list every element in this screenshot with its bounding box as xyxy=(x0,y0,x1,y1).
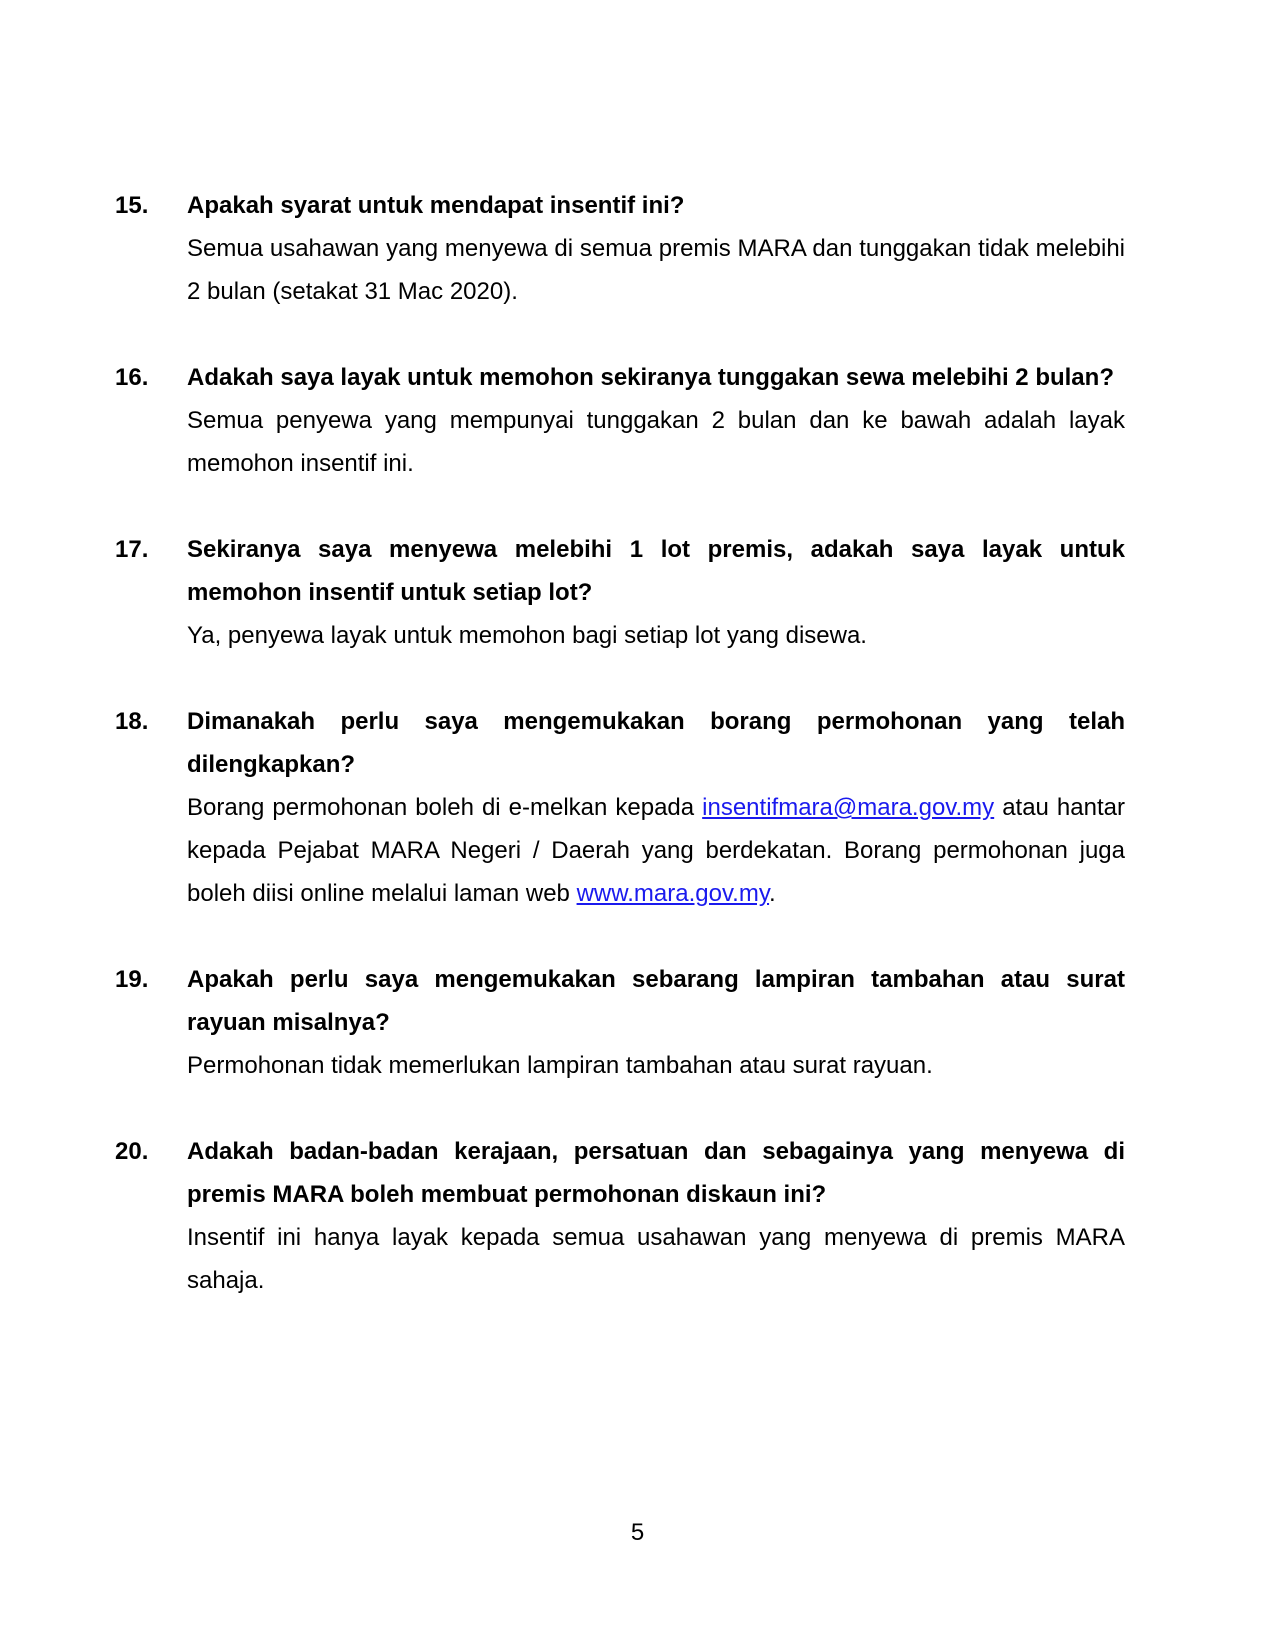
faq-number: 15. xyxy=(115,192,149,219)
faq-item-16 xyxy=(115,356,1125,485)
faq-list xyxy=(115,184,1125,1345)
faq-number: 18. xyxy=(115,708,149,735)
email-link[interactable]: insentifmara@mara.gov.my xyxy=(702,794,995,821)
faq-answer: Insentif ini hanya layak kepada semua usahawan yang menyewa di premis MARA sahaja. xyxy=(187,1224,1125,1294)
answer-text: atau hantar kepada Pejabat MARA Negeri / Daerah yang berdekatan. Borang permohonan juga boleh diisi online melalui laman web xyxy=(187,794,1125,907)
faq-number: 20. xyxy=(115,1138,149,1165)
website-link[interactable]: www.mara.gov.my xyxy=(576,880,770,907)
faq-answer: Semua penyewa yang mempunyai tunggakan 2 bulan dan ke bawah adalah layak memohon insentif ini. xyxy=(187,407,1125,477)
faq-question: Adakah badan-badan kerajaan, persatuan dan sebagainya yang menyewa di premis MARA boleh membuat permohonan diskaun ini? xyxy=(187,1138,1125,1208)
faq-question: Apakah syarat untuk mendapat insentif ini? xyxy=(187,192,685,219)
faq-item-15 xyxy=(115,184,1125,313)
faq-question: Dimanakah perlu saya mengemukakan borang permohonan yang telah dilengkapkan? xyxy=(187,708,1125,778)
faq-number: 19. xyxy=(115,966,149,993)
answer-text: Borang permohonan boleh di e-melkan kepada xyxy=(187,794,703,821)
faq-item-20 xyxy=(115,1130,1125,1302)
faq-item-19 xyxy=(115,958,1125,1087)
faq-answer: Semua usahawan yang menyewa di semua premis MARA dan tunggakan tidak melebihi 2 bulan (setakat 31 Mac 2020). xyxy=(187,235,1125,305)
answer-text: . xyxy=(769,880,776,907)
faq-answer: Ya, penyewa layak untuk memohon bagi setiap lot yang disewa. xyxy=(187,622,867,649)
faq-question: Apakah perlu saya mengemukakan sebarang lampiran tambahan atau surat rayuan misalnya? xyxy=(187,966,1125,1036)
faq-answer: Permohonan tidak memerlukan lampiran tambahan atau surat rayuan. xyxy=(187,1052,933,1079)
faq-number: 17. xyxy=(115,536,149,563)
faq-question: Adakah saya layak untuk memohon sekiranya tunggakan sewa melebihi 2 bulan? xyxy=(187,364,1114,391)
faq-item-17 xyxy=(115,528,1125,657)
page-number: 5 xyxy=(630,1519,645,1546)
faq-question: Sekiranya saya menyewa melebihi 1 lot premis, adakah saya layak untuk memohon insentif untuk setiap lot? xyxy=(187,536,1125,606)
faq-answer xyxy=(187,786,1125,915)
faq-number: 16. xyxy=(115,364,149,391)
faq-item-18 xyxy=(115,700,1125,915)
